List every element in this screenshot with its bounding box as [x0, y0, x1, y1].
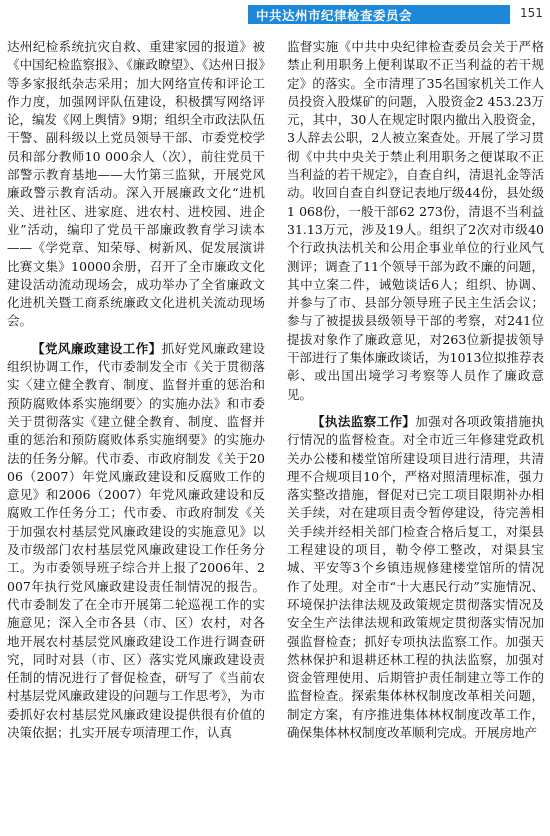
page-header [0, 0, 550, 28]
right-column [287, 38, 544, 834]
section-body-law-enforcement: 加强对各项政策措施执行情况的监督检查。对全市近三年修建党政机关办公楼和楼堂馆所建设项目进行清理，共清理不合规项目10个，严格对照清理标准，强力落实整改措施，督促对已完工项目限期补办相关手续，对在建项目责令暂停建设，待完善相关手续并经相关部门检查合格后复工，对渠县工程建设的项目，勒令停工整改，对渠县宝城、平安等3个乡镇违规修建楼堂馆所的情况作了处理。对全市“十大惠民行动”实施情况、环境保护法律法规及政策规定贯彻落实情况及安全生产法律法规和政策规定贯彻落实情况加强监督检查；抓好专项执法监察工作。加强天然林保护和退耕还林工程的执法监察，加强对资金管理使用、后期管护责任制建立等工作的监督检查。探索集体林权制度改革相关问题，制定方案，有序推进集体林权制度改革工作，确保集体林权制度改革顺利完成。开展房地产 [287, 413, 544, 740]
page-number: 151 [520, 6, 543, 20]
paragraph-party-style [7, 340, 265, 743]
left-column [7, 38, 265, 834]
paragraph-right-1: 监督实施《中共中央纪律检查委员会关于严格禁止利用职务上便利谋取不正当利益的若干规定》的落实。全市清理了35名国家机关工作人员投资入股煤矿的问题，入股资金2 453.23万元，其中，30人在规定时限内撤出入股资金，3人辞去公职，2人被立案查处。开展了学习贯彻《中共中央关于禁止利用职务之便谋取不正当利益的若干规定》，自查自纠，清退礼金等活动。收回自查自纠登记表地厅级44份，县处级1 068份，一般干部62 273份，清退不当利益31.13万元，涉及19人。组织了2次对市级40个行政执法机关和公用企事业单位的行业风气测评；调查了11个领导干部为政不廉的问题，其中立案二件，诫勉谈话6人；组织、协调、并参与了市、县部分领导班子民主生活会议；参与了被提拔县级领导干部的考察，对241位提拔对象作了廉政意见，对263位新提拔领导干部进行了集体廉政谈话，为1013位拟推荐表彰、或出国出境学习考察等人员作了廉政意见。 [287, 39, 544, 402]
header-title: 中共达州市纪律检查委员会 [256, 8, 413, 23]
section-heading-law-enforcement: 【执法监察工作】 [312, 413, 416, 429]
paragraph-law-enforcement [287, 413, 544, 742]
section-body-party-style: 抓好党风廉政建设组织协调工作，代市委制发全市《关于贯彻落实〈建立健全教育、制度、监督并重的惩治和预防腐败体系实施纲要〉的实施办法》和市委关于贯彻落实《建立健全教育、制度、监督并重的惩治和预防腐败体系实施纲要》的实施办法的任务分解。代市委、市政府制发《关于2006（2007）年党风廉政建设和反腐败工作的意见》和2006（2007）年党风廉政建设和反腐败工作任务分工；代市委、市政府制发《关于加强农村基层党风廉政建设的实施意见》以及市级部门农村基层党风廉政建设工作任务分工。为市委领导班子综合并上报了2006年、2007年执行党风廉政建设责任制情况的报告。代市委制发了在全市开展第二轮巡视工作的实施意见；深入全市各县（市、区）农村，对各地开展农村基层党风廉政建设工作进行调查研究，同时对县（市、区）落实党风廉政建设责任制的情况进行了督促检查，研写了《当前农村基层党风廉政建设的问题与工作思考》，为市委抓好农村基层党风廉政建设提供很有价值的决策依据；扎实开展专项清理工作，认真 [7, 340, 265, 740]
paragraph-left-1: 达州纪检系统抗灾自救、重建家园的报道》被《中国纪检监察报》、《廉政瞭望》、《达州日报》等多家报纸杂志采用；加大网络宣传和评论工作力度，加强网评队伍建设，积极撰写网络评论，编发《网上舆情》9期；组织全市政法队伍干警、副科级以上党员领导干部、市委党校学员和部分教师10 000余人（次），前往党员干部警示教育基地——大竹第三监狱，开展党风廉政警示教育活动。深入开展廉政文化“进机关、进社区、进家庭、进农村、进校园、进企业”活动，编印了党员干部廉政教育学习读本——《学党章、知荣辱、树新风、促发展演讲比赛文集》10000余册，召开了全市廉政文化建设活动流动现场会，成功举办了全省廉政文化进机关暨工商系统廉政文化进机关流动现场会。 [7, 39, 265, 329]
section-heading-party-style: 【党风廉政建设工作】 [32, 340, 162, 356]
